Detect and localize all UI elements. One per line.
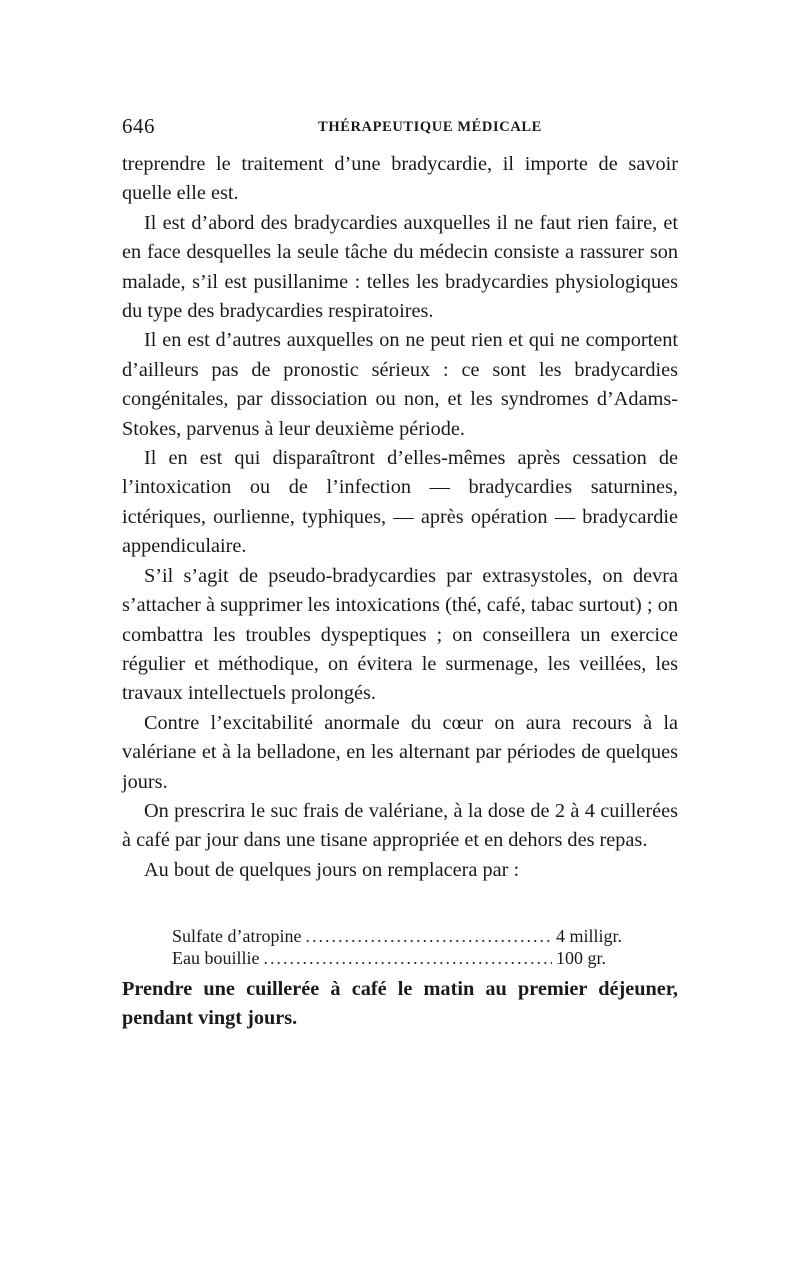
paragraph: Il est d’abord des bradycardies auxquelles il ne faut rien faire, et en face desquelles la seule tâche du médecin consiste a rassurer son malade, s’il est pusillanime : telles les bradycardies physiologiques du type des bradycardies respiratoires. [122,211,678,323]
prescription-ingredient: Eau bouillie [172,948,260,968]
paragraph: Prendre une cuillerée à café le matin au premier déjeuner, pendant vingt jours. [122,978,678,1030]
paragraph: treprendre le traitement d’une bradycardie, il importe de savoir quelle elle est. [122,153,678,205]
prescription-ingredient: Sulfate d’atropine [172,926,302,946]
prescription-item [172,947,642,969]
prescription-dose: 100 gr. [556,948,607,968]
prescription-item [172,925,642,947]
dot-leader [305,925,552,947]
paragraph: S’il s’agit de pseudo-bradycardies par extrasystoles, on devra s’attacher à supprimer les intoxications (thé, café, tabac surtout) ; on combattra les troubles dyspeptiques ; on conseillera un exercice régulier et méthodique, on évitera le surmenage, les veillées, les travaux intellectuels prolongés. [122,564,678,705]
page-number: 646 [122,114,155,138]
paragraph: Au bout de quelques jours on remplacera par : [144,858,520,881]
dot-leader [263,947,552,969]
running-title: THÉRAPEUTIQUE MÉDICALE [318,119,542,135]
paragraph: Il en est d’autres auxquelles on ne peut rien et qui ne comportent d’ailleurs pas de pronostic sérieux : ce sont les bradycardies congénitales, par dissociation ou non, et les syndromes d’Adams-Stokes, parvenus à leur deuxième période. [122,329,678,440]
paragraph: Il en est qui disparaîtront d’elles-mêmes après cessation de l’intoxication ou de l’infection — bradycardies saturnines, ictériques, ourlienne, typhiques, — après opération — bradycardie appendiculaire. [122,447,678,558]
body-text [122,150,678,885]
prescription-list [172,925,642,969]
page-header [122,114,678,144]
paragraph: On prescrira le suc frais de valériane, à la dose de 2 à 4 cuillerées à café par jour dans une tisane appropriée et en dehors des repas. [122,799,678,852]
paragraph: Contre l’excitabilité anormale du cœur on aura recours à la valériane et à la belladone, en les alternant par périodes de quelques jours. [122,711,678,793]
prescription-dose: 4 milligr. [556,926,623,946]
closing-instruction [122,975,678,1034]
